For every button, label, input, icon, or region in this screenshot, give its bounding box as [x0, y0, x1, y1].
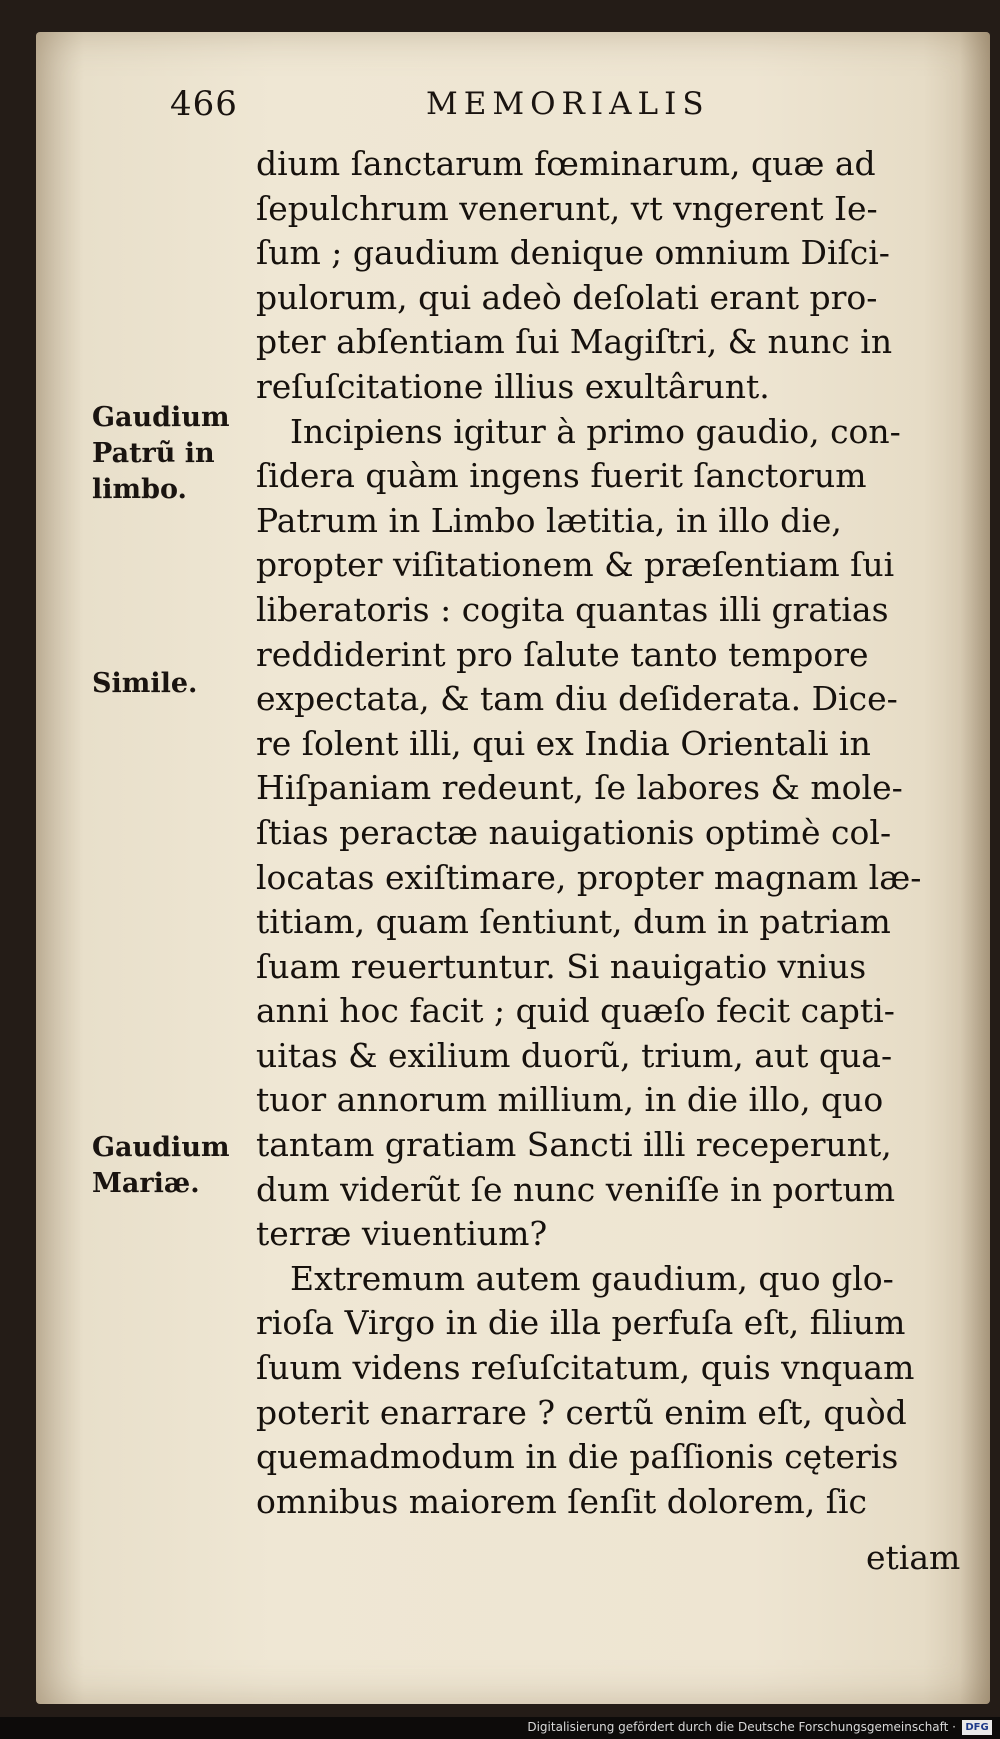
- footer-bar: [0, 1717, 1000, 1739]
- text-line: tuor annorum millium, in die illo, quo: [256, 1080, 884, 1120]
- book-page: [36, 32, 990, 1704]
- body-text: [256, 142, 976, 1524]
- text-line: quemadmodum in die paſſionis cęteris: [256, 1437, 899, 1477]
- text-line: uitas & exilium duorũ, trium, aut qua-: [256, 1035, 893, 1075]
- page-number: 466: [170, 84, 238, 124]
- margin-note-line: Gaudium: [92, 402, 230, 433]
- text-line: reddiderint pro ſalute tanto tempore: [256, 634, 869, 674]
- text-line: liberatoris : cogita quantas illi gratias: [256, 589, 889, 629]
- text-line: re ſolent illi, qui ex India Orientali in: [256, 723, 871, 763]
- margin-note-line: Gaudium: [92, 1132, 230, 1163]
- text-line: propter viſitationem & præſentiam ſui: [256, 545, 895, 585]
- catchword: etiam: [866, 1538, 961, 1577]
- margin-note-line: Patrũ in: [92, 438, 215, 469]
- text-line: reſuſcitatione illius exultârunt.: [256, 366, 770, 406]
- text-line: omnibus maiorem ſenſit dolorem, ſic: [256, 1481, 867, 1521]
- text-line: Hiſpaniam redeunt, ſe labores & mole-: [256, 768, 903, 808]
- text-line: expectata, & tam diu deſiderata. Dice-: [256, 679, 898, 719]
- margin-note-simile: [92, 666, 197, 702]
- text-line: dum viderũt ſe nunc veniſſe in portum: [256, 1169, 896, 1209]
- margin-note-gaudium-mariae: [92, 1130, 230, 1202]
- text-line: ſuum videns reſuſcitatum, quis vnquam: [256, 1348, 915, 1388]
- margin-note-line: Mariæ.: [92, 1168, 200, 1199]
- running-title: MEMORIALIS: [426, 86, 710, 122]
- text-line: pter abſentiam ſui Magiſtri, & nunc in: [256, 322, 893, 362]
- text-line: dium ſanctarum fœminarum, quæ ad: [256, 144, 876, 183]
- text-line: ſtias peractæ nauigationis optimè col-: [256, 812, 892, 852]
- text-line: Incipiens igitur à primo gaudio, con-: [290, 411, 901, 451]
- text-line: locatas exiſtimare, propter magnam læ-: [256, 857, 922, 897]
- text-line: ſidera quàm ingens fuerit ſanctorum: [256, 456, 867, 496]
- text-line: Extremum autem gaudium, quo glo-: [290, 1258, 894, 1298]
- text-line: terræ viuentium?: [256, 1214, 548, 1254]
- text-line: pulorum, qui adeò deſolati erant pro-: [256, 277, 878, 317]
- text-line: ſum ; gaudium denique omnium Diſci-: [256, 233, 890, 273]
- text-line: ſuam reuertuntur. Si nauigatio vnius: [256, 946, 867, 986]
- text-line: anni hoc facit ; quid quæſo fecit capti-: [256, 991, 895, 1031]
- footer-credit: Digitalisierung gefördert durch die Deutsche Forschungsgemeinschaft ·: [527, 1720, 956, 1734]
- dfg-logo: DFG: [962, 1720, 992, 1735]
- text-line: Patrum in Limbo lætitia, in illo die,: [256, 500, 842, 540]
- text-line: tantam gratiam Sancti illi receperunt,: [256, 1125, 892, 1165]
- margin-note-line: limbo.: [92, 474, 187, 505]
- text-line: ſepulchrum venerunt, vt vngerent Ie-: [256, 188, 878, 228]
- running-head: [36, 84, 990, 144]
- text-line: rioſa Virgo in die illa perfuſa eſt, filium: [256, 1303, 906, 1343]
- text-line: poterit enarrare ? certũ enim eſt, quòd: [256, 1392, 907, 1432]
- margin-note-line: Simile.: [92, 668, 198, 699]
- text-line: titiam, quam ſentiunt, dum in patriam: [256, 902, 891, 942]
- margin-note-gaudium-patrum: [92, 400, 230, 508]
